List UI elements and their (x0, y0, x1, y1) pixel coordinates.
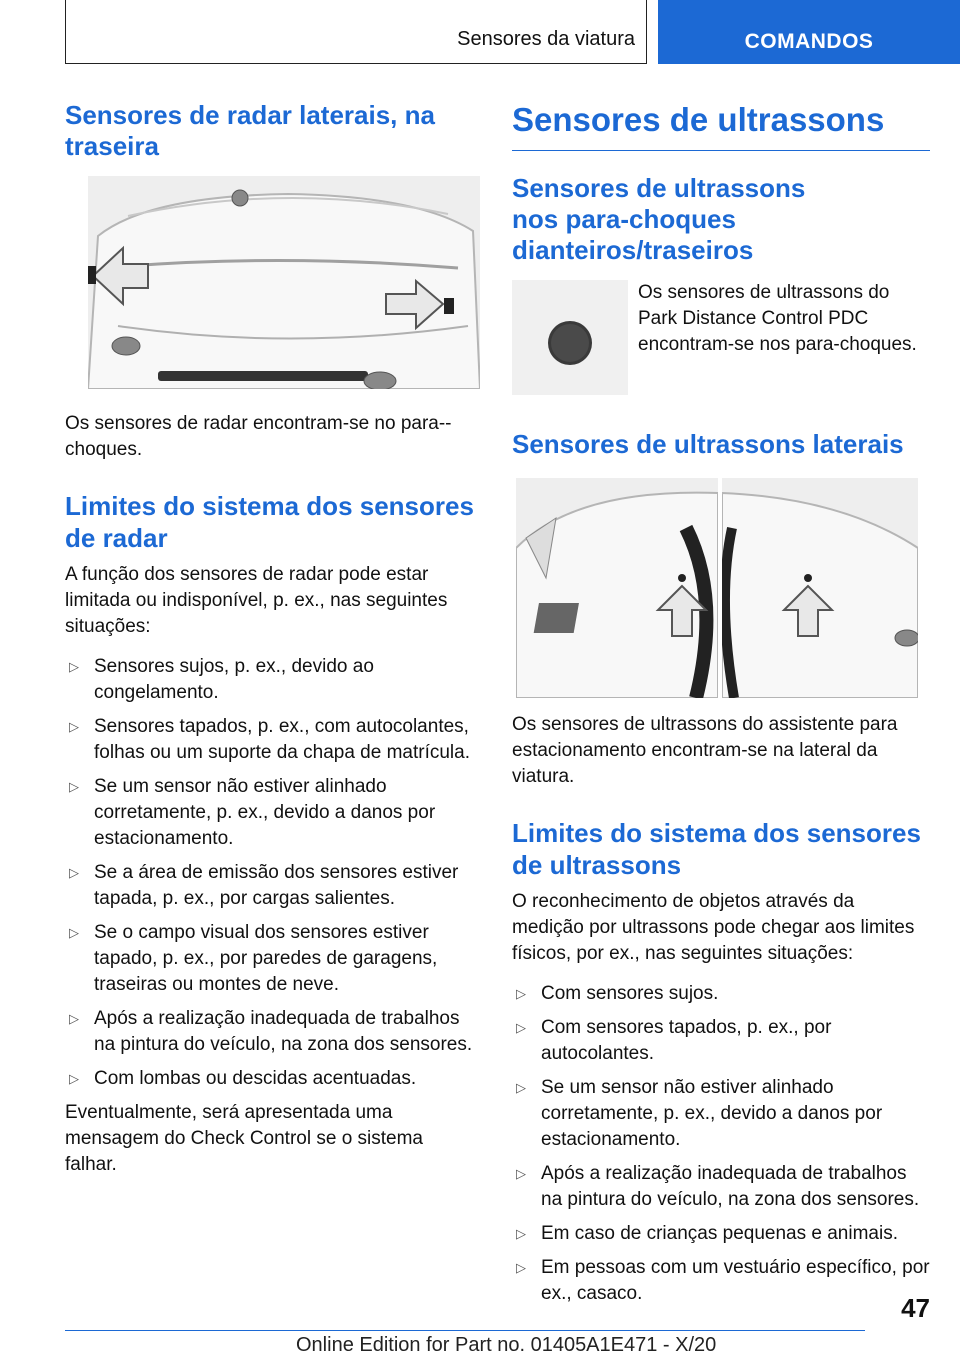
list-item: ▷ Se um sensor não estiver alinhado corretamente, p. ex., devido a danos por estacionamento. (69, 775, 436, 849)
list-item: ▷ Com sensores sujos. (512, 981, 930, 1007)
heading-rear-radar: Sensores de radar laterais, na traseira (65, 100, 435, 162)
section-title: Sensores da viatura (457, 28, 635, 50)
ultrasonic-limits-list (512, 981, 930, 1307)
list-item: ▷ Sensores sujos, p. ex., devido ao congelamento. (69, 655, 374, 703)
bumper-sensor-block (512, 280, 930, 395)
front-bumper-illustration (516, 478, 718, 698)
radar-limits-list (65, 654, 480, 1092)
list-item: ▷ Se o campo visual dos sensores estiver tapado, p. ex., por paredes de garagens, traseiras ou montes de neve. (69, 921, 438, 995)
triangle-bullet-icon: ▷ (69, 778, 79, 794)
triangle-bullet-icon: ▷ (69, 1010, 79, 1026)
ultrasonic-limits-intro: O reconhecimento de objetos através da medição por ultrassons pode chegar aos limites físicos, por ex., nas seguintes situações: (512, 890, 915, 964)
footer-divider (65, 1330, 865, 1331)
chapter-tab[interactable]: COMANDOS (658, 0, 960, 64)
radar-failure-note: Eventualmente, será apresentada uma mensagem do Check Control se o sistema falhar. (65, 1101, 423, 1175)
list-item: ▷ Após a realização inadequada de trabalhos na pintura do veículo, na zona dos sensores. (69, 1007, 473, 1055)
rear-side-illustration (722, 478, 918, 698)
list-item: ▷ Em pessoas com um vestuário específico, por ex., casaco. (516, 1256, 930, 1304)
front-lateral-image (516, 478, 718, 698)
triangle-bullet-icon: ▷ (69, 1070, 79, 1086)
triangle-bullet-icon: ▷ (516, 1225, 526, 1241)
triangle-bullet-icon: ▷ (69, 924, 79, 940)
list-item: ▷ Após a realização inadequada de trabalhos na pintura do veículo, na zona dos sensores. (516, 1162, 920, 1210)
heading-ultrasonic: Sensores de ultrassons (512, 100, 930, 151)
heading-lateral-sensors: Sensores de ultrassons laterais (512, 429, 904, 460)
right-column (512, 100, 930, 1315)
triangle-bullet-icon: ▷ (69, 718, 79, 734)
triangle-bullet-icon: ▷ (69, 658, 79, 674)
triangle-bullet-icon: ▷ (516, 985, 526, 1001)
page-number: 47 (901, 1293, 930, 1323)
lateral-sensor-text: Os sensores de ultrassons do assistente para estacionamento encontram-se na lateral da viatura. (512, 714, 898, 788)
list-item: ▷ Sensores tapados, p. ex., com autocolantes, folhas ou um suporte da chapa de matrícula. (69, 715, 471, 763)
triangle-bullet-icon: ▷ (516, 1259, 526, 1275)
rear-bumper-illustration (88, 176, 480, 389)
list-item: ▷ Com sensores tapados, p. ex., por autocolantes. (516, 1016, 832, 1064)
lateral-sensor-images (516, 478, 930, 698)
left-column (65, 100, 480, 1178)
sensor-illustration (512, 280, 628, 395)
rear-lateral-image (722, 478, 918, 698)
bumper-sensor-text: Os sensores de ultrassons do Park Distance Control PDC encontram-se nos para-choques. (638, 282, 917, 356)
triangle-bullet-icon: ▷ (516, 1019, 526, 1035)
edition-footer: Online Edition for Part no. 01405A1E471 - X/20 (296, 1334, 717, 1356)
heading-radar-limits: Limites do sistema dos sensores de radar (65, 491, 474, 553)
list-item: ▷ Com lombas ou descidas acentuadas. (65, 1066, 480, 1092)
triangle-bullet-icon: ▷ (69, 864, 79, 880)
radar-limits-intro: A função dos sensores de radar pode estar limitada ou indisponível, p. ex., nas seguintes situações: (65, 563, 448, 637)
rear-bumper-image (88, 176, 480, 389)
radar-location-text: Os sensores de radar encontram-se no para--choques. (65, 413, 452, 461)
list-item: ▷ Se um sensor não estiver alinhado corretamente, p. ex., devido a danos por estacionamento. (516, 1076, 883, 1150)
list-item: ▷ Se a área de emissão dos sensores estiver tapada, p. ex., por cargas salientes. (69, 861, 459, 909)
triangle-bullet-icon: ▷ (516, 1079, 526, 1095)
triangle-bullet-icon: ▷ (516, 1165, 526, 1181)
sensor-image (512, 280, 628, 395)
heading-bumper-sensors: Sensores de ultrassons nos para-choques dianteiros/traseiros (512, 172, 806, 265)
list-item: ▷ Em caso de crianças pequenas e animais. (512, 1221, 930, 1247)
heading-ultrasonic-limits: Limites do sistema dos sensores de ultrassons (512, 818, 921, 880)
